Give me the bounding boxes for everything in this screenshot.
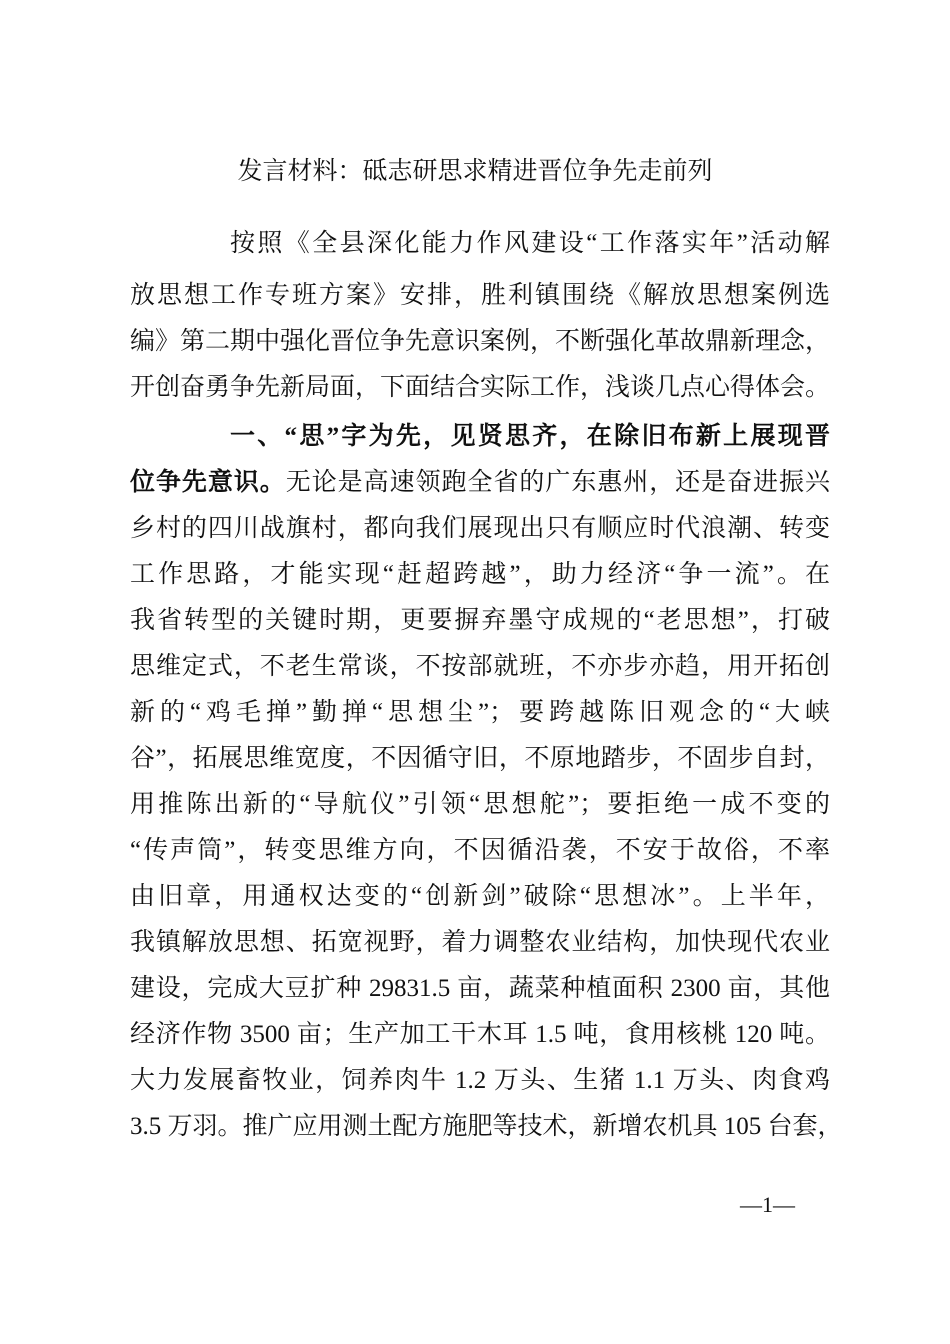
intro-line: 开创奋勇争先新局面，下面结合实际工作，浅谈几点心得体会。 [130,374,831,401]
body-line: 用推陈出新的“导航仪”引领“思想舵”；要拒绝一成不变的 [130,791,830,818]
section-heading-line2 [130,468,830,498]
body-line: 建设，完成大豆扩种 29831.5 亩，蔬菜种植面积 2300 亩，其他 [130,975,830,1002]
body-line: “传声筒”，转变思维方向，不因循沿袭，不安于故俗，不率 [130,837,830,864]
body-line: 由旧章，用通权达变的“创新剑”破除“思想冰”。上半年， [130,883,830,910]
section-heading [230,422,830,452]
intro-line: 放思想工作专班方案》安排，胜利镇围绕《解放思想案例选 [130,282,830,309]
body-line: 新的“鸡毛掸”勤掸“思想尘”；要跨越陈旧观念的“大峡 [130,699,830,726]
body-line: 经济作物 3500 亩；生产加工干木耳 1.5 吨，食用核桃 120 吨。 [130,1021,830,1048]
body-line: 乡村的四川战旗村，都向我们展现出只有顺应时代浪潮、转变 [130,515,830,542]
intro-line: 按照《全县深化能力作风建设“工作落实年”活动解 [230,230,830,257]
section-heading-line1: 一、“思”字为先，见贤思齐，在除旧布新上展现晋 [230,423,830,450]
body-line: 思维定式，不老生常谈，不按部就班，不亦步亦趋，用开拓创 [130,653,830,680]
intro-line: 编》第二期中强化晋位争先意识案例，不断强化革故鼎新理念， [130,328,831,355]
body-line: 大力发展畜牧业，饲养肉牛 1.2 万头、生猪 1.1 万头、肉食鸡 [130,1067,830,1094]
section-body-text: 无论是高速领跑全省的广东惠州，还是奋进振兴 [285,469,830,496]
document-title: 发言材料：砥志研思求精进晋位争先走前列 [237,158,713,185]
body-line: 我镇解放思想、拓宽视野，着力调整农业结构，加快现代农业 [130,929,830,956]
body-line: 3.5 万羽。推广应用测土配方施肥等技术，新增农机具 105 台套， [130,1113,843,1140]
body-line: 工作思路，才能实现“赶超跨越”，助力经济“争一流”。在 [130,561,830,588]
page-number: —1— [740,1192,795,1217]
body-line: 我省转型的关键时期，更要摒弃墨守成规的“老思想”，打破 [130,607,830,634]
section-heading-bold: 位争先意识。 [130,469,286,496]
body-line: 谷”，拓展思维宽度，不因循守旧，不原地踏步，不固步自封， [130,745,830,772]
